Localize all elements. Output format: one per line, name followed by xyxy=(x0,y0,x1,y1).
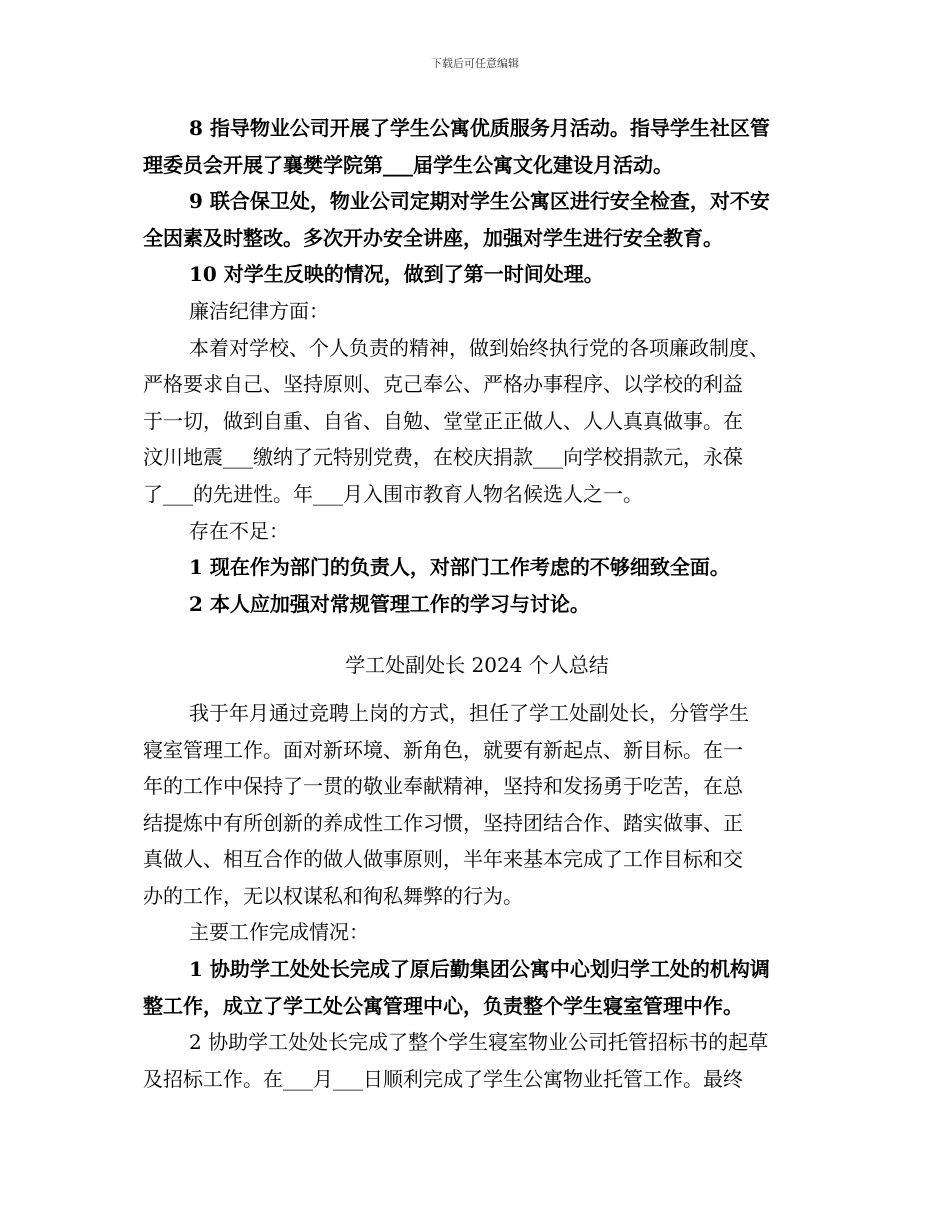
shortcoming-1-text: 1 现在作为部门的负责人，对部门工作考虑的不够细致全面。 xyxy=(189,555,730,580)
section-title: 学工处副处长 2024 个人总结 xyxy=(345,653,609,678)
shortcoming-heading-text: 存在不足： xyxy=(189,518,289,543)
work-item-1 xyxy=(143,953,811,1026)
intro-line-6: 办的工作，无以权谋私和徇私舞弊的行为。 xyxy=(143,883,523,908)
work-item-1-line-2: 整工作，成立了学工处公寓管理中心，负责整个学生寝室管理中作。 xyxy=(143,993,743,1018)
item-9-line-1: 9 联合保卫处，物业公司定期对学生公寓区进行安全检查，对不安 xyxy=(189,189,770,214)
integrity-line-5: 了___的先进性。年___月入围市教育人物名候选人之一。 xyxy=(143,481,643,506)
item-10 xyxy=(143,258,811,295)
item-8 xyxy=(143,112,811,185)
integrity-paragraph xyxy=(143,332,811,515)
main-work-heading xyxy=(143,916,811,953)
intro-line-5: 真做人、相互合作的做人做事原则，半年来基本完成了工作目标和交 xyxy=(143,847,743,872)
item-9 xyxy=(143,185,811,258)
intro-line-1: 我于年月通过竞聘上岗的方式，担任了学工处副处长，分管学生 xyxy=(189,700,749,725)
shortcoming-2 xyxy=(143,588,811,625)
integrity-line-4: 汶川地震___缴纳了元特别党费，在校庆捐款___向学校捐款元，永葆 xyxy=(143,445,743,470)
shortcoming-heading xyxy=(143,515,811,552)
header-note: 下载后可任意编辑 xyxy=(431,57,519,70)
intro-paragraph xyxy=(143,697,811,917)
shortcoming-2-text: 2 本人应加强对常规管理工作的学习与讨论。 xyxy=(189,591,590,616)
item-10-line-1: 10 对学生反映的情况，做到了第一时间处理。 xyxy=(189,262,604,287)
item-8-line-2: 理委员会开展了襄樊学院第___届学生公寓文化建设月活动。 xyxy=(143,152,673,177)
item-9-line-2: 全因素及时整改。多次开办安全讲座，加强对学生进行安全教育。 xyxy=(143,225,723,250)
work-item-2-line-2: 及招标工作。在___月___日顺利完成了学生公寓物业托管工作。最终 xyxy=(143,1066,743,1091)
item-8-line-1: 8 指导物业公司开展了学生公寓优质服务月活动。指导学生社区管 xyxy=(189,116,770,140)
integrity-line-3: 于一切，做到自重、自省、自勉、堂堂正正做人、人人真真做事。在 xyxy=(143,408,743,433)
work-item-1-line-1: 1 协助学工处处长完成了原后勤集团公寓中心划归学工处的机构调 xyxy=(189,957,770,982)
work-item-2-line-1: 2 协助学工处处长完成了整个学生寝室物业公司托管招标书的起草 xyxy=(189,1030,769,1055)
integrity-heading xyxy=(143,295,811,332)
intro-line-2: 寝室管理工作。面对新环境、新角色，就要有新起点、新目标。在一 xyxy=(143,737,743,762)
integrity-line-1: 本着对学校、个人负责的精神，做到始终执行党的各项廉政制度、 xyxy=(189,335,769,360)
shortcoming-1 xyxy=(143,551,811,588)
work-item-2 xyxy=(143,1026,811,1099)
integrity-heading-text: 廉洁纪律方面： xyxy=(189,298,329,323)
intro-line-4: 结提炼中有所创新的养成性工作习惯，坚持团结合作、踏实做事、正 xyxy=(143,810,743,835)
integrity-line-2: 严格要求自己、坚持原则、克己奉公、严格办事程序、以学校的利益 xyxy=(143,372,743,397)
intro-line-3: 年的工作中保持了一贯的敬业奉献精神，坚持和发扬勇于吃苦，在总 xyxy=(143,774,743,799)
document-body xyxy=(143,112,811,1099)
main-work-heading-text: 主要工作完成情况： xyxy=(189,920,369,945)
